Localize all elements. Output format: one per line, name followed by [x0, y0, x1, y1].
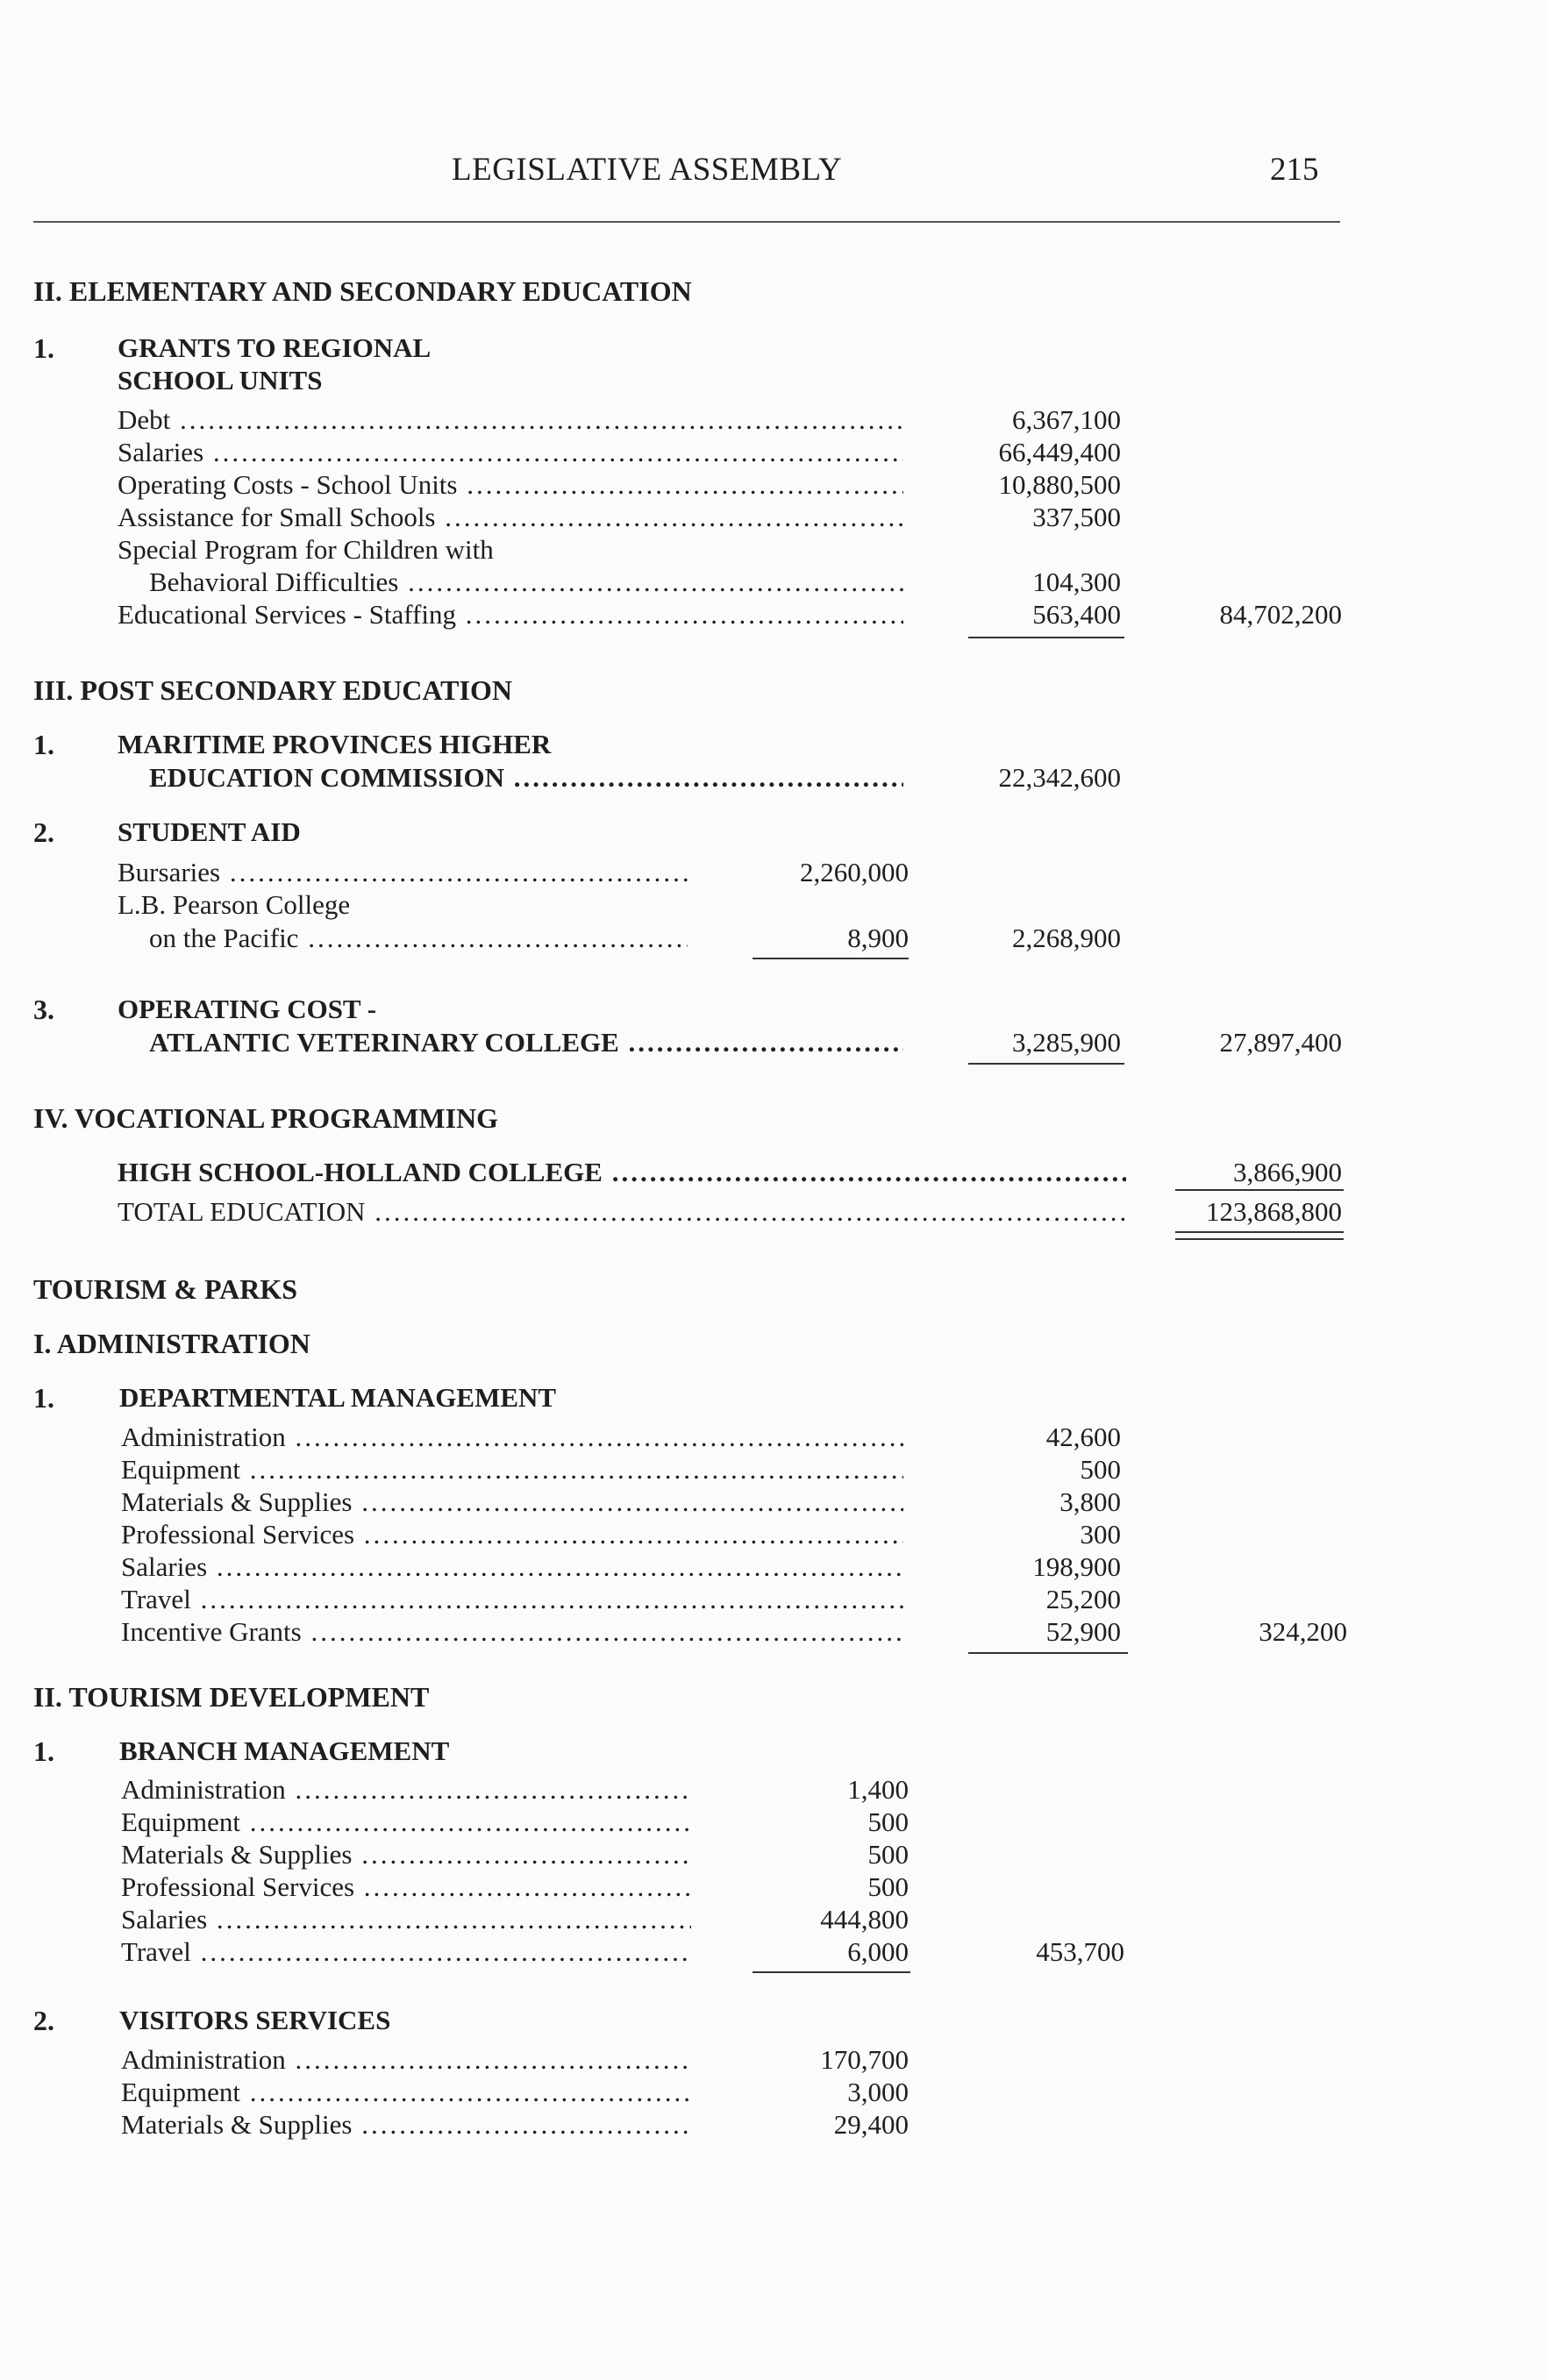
dev-heading: II. TOURISM DEVELOPMENT — [33, 1681, 430, 1713]
line-label: Bursaries ..... — [118, 856, 688, 889]
line-label: Equipment ..... — [121, 1453, 903, 1486]
line-amount: 8,900 — [847, 923, 909, 953]
page-number: 215 — [1270, 152, 1319, 188]
line-amount: 500 — [867, 1871, 909, 1902]
line-item — [0, 1486, 1548, 1519]
line-item — [0, 468, 1548, 502]
item-number: 2. — [33, 2005, 54, 2036]
line-amount: 444,800 — [820, 1904, 909, 1935]
line-item — [0, 888, 1548, 922]
line-label: Travel ..... — [121, 1935, 691, 1969]
line-item — [0, 1453, 1548, 1486]
line-item — [0, 566, 1548, 599]
line-item — [0, 1838, 1548, 1871]
admin-heading: I. ADMINISTRATION — [33, 1328, 310, 1359]
line-item — [0, 533, 1548, 566]
subtotal-rule — [753, 958, 909, 959]
elem-heading: II. ELEMENTARY AND SECONDARY EDUCATION — [33, 275, 692, 307]
subsection-heading-cont — [0, 364, 1548, 397]
subsection-heading — [0, 728, 1548, 761]
tourism-heading: TOURISM & PARKS — [33, 1273, 298, 1305]
subsection-heading — [0, 993, 1548, 1026]
line-label: Materials & Supplies ..... — [121, 2108, 691, 2141]
subtotal-rule — [968, 637, 1124, 638]
line-label: Materials & Supplies ..... — [121, 1838, 691, 1871]
line-label: on the Pacific ..... — [149, 922, 688, 955]
subsection-heading — [0, 331, 1548, 365]
subsection-title: GRANTS TO REGIONAL — [118, 332, 432, 363]
line-label: Salaries ..... — [121, 1903, 691, 1936]
subsection-title: VISITORS SERVICES — [119, 2005, 391, 2035]
line-label: Professional Services ..... — [121, 1871, 691, 1904]
line-item — [0, 1421, 1548, 1454]
header-title: LEGISLATIVE ASSEMBLY — [452, 152, 843, 188]
line-label: Incentive Grants ..... — [121, 1615, 903, 1649]
line-amount: 42,600 — [1045, 1422, 1121, 1452]
subsection-heading — [0, 1735, 1548, 1768]
line-item — [0, 501, 1548, 534]
line-amount: 170,700 — [820, 2044, 909, 2075]
line-amount: 500 — [1080, 1454, 1121, 1485]
line-label: Assistance for Small Schools ..... — [118, 501, 903, 534]
subsection-title: OPERATING COST - — [118, 994, 377, 1024]
department-heading — [0, 1272, 1548, 1306]
line-label: Materials & Supplies ..... — [121, 1486, 903, 1519]
item-number: 1. — [33, 1382, 54, 1414]
line-label: EDUCATION COMMISSION ..... — [149, 761, 903, 795]
line-item — [0, 1773, 1548, 1806]
line-label: L.B. Pearson College — [118, 889, 351, 920]
line-amount: 3,285,900 — [1012, 1027, 1121, 1058]
subtotal-rule — [753, 1971, 910, 1973]
subtotal-rule — [968, 1652, 1128, 1654]
line-item — [0, 1518, 1548, 1551]
line-item — [0, 436, 1548, 469]
line-amount: 22,342,600 — [998, 762, 1121, 793]
line-amount: 337,500 — [1032, 502, 1121, 532]
line-amount: 104,300 — [1032, 566, 1121, 597]
line-amount: 3,800 — [1059, 1486, 1121, 1517]
line-amount: 198,900 — [1032, 1551, 1121, 1582]
line-label: Administration ..... — [121, 2043, 691, 2077]
line-item — [0, 1156, 1548, 1189]
line-item — [0, 856, 1548, 889]
subtotal-amount: 2,268,900 — [1012, 923, 1121, 953]
line-label: Salaries ..... — [121, 1550, 903, 1584]
header-rule — [33, 221, 1340, 223]
subsection-heading — [0, 816, 1548, 849]
item-number: 3. — [33, 994, 54, 1025]
section-heading — [0, 1327, 1548, 1360]
line-amount: 300 — [1080, 1519, 1121, 1550]
subsection-title: DEPARTMENTAL MANAGEMENT — [119, 1382, 557, 1413]
line-item — [0, 2076, 1548, 2109]
line-label: HIGH SCHOOL-HOLLAND COLLEGE ..... — [118, 1156, 1126, 1189]
line-label: Educational Services - Staffing ..... — [118, 598, 903, 631]
section-heading — [0, 1680, 1548, 1714]
line-amount: 6,000 — [847, 1936, 909, 1967]
subsection-heading — [0, 1381, 1548, 1414]
line-amount: 3,000 — [847, 2077, 909, 2107]
section-total: 324,200 — [1259, 1616, 1347, 1647]
item-number: 2. — [33, 816, 54, 848]
double-rule — [1175, 1231, 1344, 1240]
line-amount: 25,200 — [1045, 1584, 1121, 1614]
line-item — [0, 1583, 1548, 1616]
line-item — [0, 1615, 1548, 1649]
line-amount: 500 — [867, 1806, 909, 1837]
subtotal-amount: 453,700 — [1036, 1936, 1124, 1967]
subsection-title: SCHOOL UNITS — [118, 365, 323, 395]
line-item — [0, 598, 1548, 631]
page-header — [0, 151, 1548, 195]
line-item — [0, 1550, 1548, 1584]
line-amount: 66,449,400 — [998, 437, 1121, 467]
line-amount: 52,900 — [1045, 1616, 1121, 1647]
subsection-title: BRANCH MANAGEMENT — [119, 1735, 450, 1766]
line-label: Administration ..... — [121, 1773, 691, 1806]
line-amount: 500 — [867, 1839, 909, 1870]
line-amount: 10,880,500 — [998, 469, 1121, 500]
line-amount: 2,260,000 — [800, 857, 909, 887]
line-item — [0, 403, 1548, 437]
line-item — [0, 1903, 1548, 1936]
subsection-heading — [0, 2004, 1548, 2037]
subtotal-rule — [1175, 1189, 1344, 1191]
section-heading — [0, 673, 1548, 707]
line-item — [0, 922, 1548, 955]
line-label: Equipment ..... — [121, 2076, 691, 2109]
line-label: TOTAL EDUCATION ..... — [118, 1195, 1126, 1229]
line-amount: 29,400 — [833, 2109, 909, 2140]
section-heading — [0, 274, 1548, 308]
line-item — [0, 1871, 1548, 1904]
section-total: 84,702,200 — [1219, 599, 1342, 630]
line-item — [0, 2043, 1548, 2077]
line-item — [0, 761, 1548, 795]
line-label: Operating Costs - School Units ..... — [118, 468, 903, 502]
line-item — [0, 1806, 1548, 1839]
line-amount: 6,367,100 — [1012, 404, 1121, 435]
line-label: Salaries ..... — [118, 436, 903, 469]
section-heading — [0, 1101, 1548, 1135]
line-item — [0, 1026, 1548, 1059]
line-label: ATLANTIC VETERINARY COLLEGE ..... — [149, 1026, 903, 1059]
section-total: 27,897,400 — [1219, 1027, 1342, 1058]
line-item — [0, 2108, 1548, 2141]
line-label: Special Program for Children with — [118, 534, 494, 565]
subtotal-rule — [968, 1063, 1124, 1065]
voc-heading: IV. VOCATIONAL PROGRAMMING — [33, 1102, 499, 1134]
subsection-title: MARITIME PROVINCES HIGHER — [118, 729, 552, 759]
line-amount: 3,866,900 — [1233, 1157, 1342, 1187]
post-heading: III. POST SECONDARY EDUCATION — [33, 674, 512, 706]
item-number: 1. — [33, 729, 54, 760]
subsection-title: STUDENT AID — [118, 816, 301, 847]
line-label: Administration ..... — [121, 1421, 903, 1454]
line-amount: 1,400 — [847, 1774, 909, 1805]
line-amount: 563,400 — [1032, 599, 1121, 630]
grand-total-row — [0, 1195, 1548, 1229]
line-label: Debt ..... — [118, 403, 903, 437]
item-number: 1. — [33, 1735, 54, 1767]
line-label: Behavioral Difficulties ..... — [149, 566, 903, 599]
line-label: Travel ..... — [121, 1583, 903, 1616]
line-item — [0, 1935, 1548, 1969]
grand-total: 123,868,800 — [1206, 1196, 1342, 1227]
item-number: 1. — [33, 332, 54, 364]
line-label: Equipment ..... — [121, 1806, 691, 1839]
line-label: Professional Services ..... — [121, 1518, 903, 1551]
